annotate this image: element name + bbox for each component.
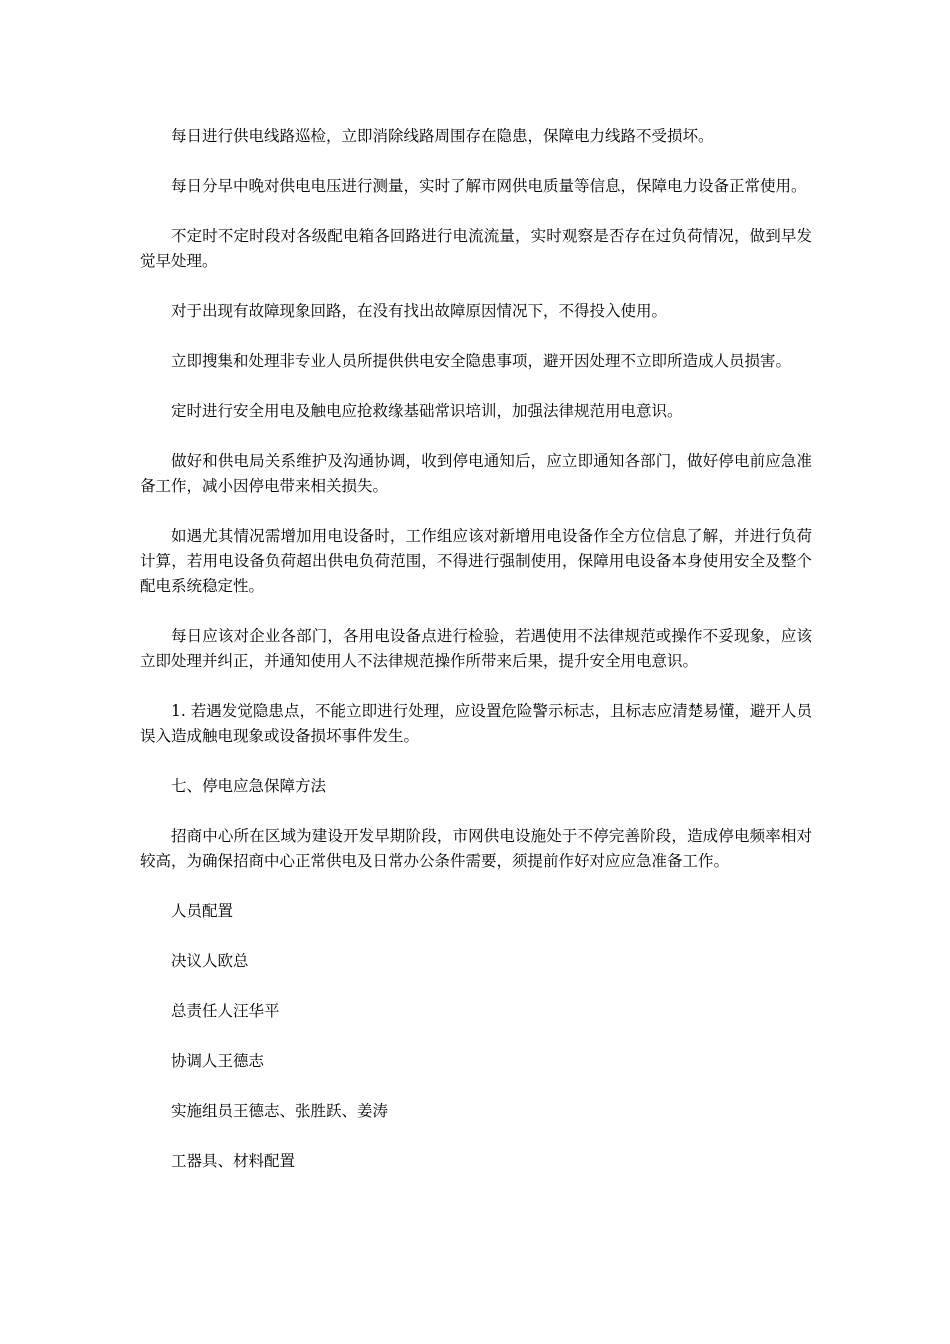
paragraph-warning-signs: 1. 若遇发觉隐患点，不能立即进行处理，应设置危险警示标志，且标志应清楚易懂，避开人员误入造成触电现象或设备损坏事件发生。 bbox=[140, 702, 812, 745]
paragraph-hazard-reports: 立即搜集和处理非专业人员所提供供电安全隐患事项，避开因处理不立即所造成人员损害。 bbox=[171, 352, 792, 370]
staff-coordinator: 协调人王德志 bbox=[171, 1052, 265, 1070]
staff-team-members: 实施组员王德志、张胜跃、姜涛 bbox=[171, 1102, 389, 1120]
paragraph-voltage-measurement: 每日分早中晚对供电电压进行测量，实时了解市网供电质量等信息，保障电力设备正常使用。 bbox=[171, 177, 807, 195]
staff-decision-maker: 决议人欧总 bbox=[171, 952, 249, 970]
subheading-tools-materials: 工器具、材料配置 bbox=[171, 1152, 296, 1170]
staff-chief-responsible: 总责任人汪华平 bbox=[171, 1002, 280, 1020]
paragraph-safety-training: 定时进行安全用电及触电应抢救缘基础常识培训，加强法律规范用电意识。 bbox=[171, 402, 683, 420]
paragraph-daily-inspection: 每日应该对企业各部门，各用电设备点进行检验，若遇使用不法律规范或操作不妥现象，应该立即处理并纠正，并通知使用人不法律规范操作所带来后果，提升安全用电意识。 bbox=[140, 627, 812, 670]
document-page bbox=[140, 124, 812, 1199]
paragraph-new-equipment: 如遇尤其情况需增加用电设备时，工作组应该对新增用电设备作全方位信息了解，并进行负荷计算，若用电设备负荷超出供电负荷范围，不得进行强制使用，保障用电设备本身使用安全及整个配电系统稳定性。 bbox=[140, 527, 812, 595]
paragraph-power-bureau: 做好和供电局关系维护及沟通协调，收到停电通知后，应立即通知各部门，做好停电前应急准备工作，减小因停电带来相关损失。 bbox=[140, 452, 812, 495]
paragraph-line-inspection: 每日进行供电线路巡检，立即消除线路周围存在隐患，保障电力线路不受损坏。 bbox=[171, 127, 714, 145]
paragraph-current-check: 不定时不定时段对各级配电箱各回路进行电流流量，实时观察是否存在过负荷情况，做到早发觉早处理。 bbox=[140, 227, 812, 270]
paragraph-outage-background: 招商中心所在区域为建设开发早期阶段，市网供电设施处于不停完善阶段，造成停电频率相对较高，为确保招商中心正常供电及日常办公条件需要，须提前作好对应应急准备工作。 bbox=[140, 827, 812, 870]
section-heading-outage-plan: 七、停电应急保障方法 bbox=[171, 777, 327, 795]
subheading-staffing: 人员配置 bbox=[171, 902, 234, 920]
paragraph-fault-circuit: 对于出现有故障现象回路，在没有找出故障原因情况下，不得投入使用。 bbox=[171, 302, 668, 320]
